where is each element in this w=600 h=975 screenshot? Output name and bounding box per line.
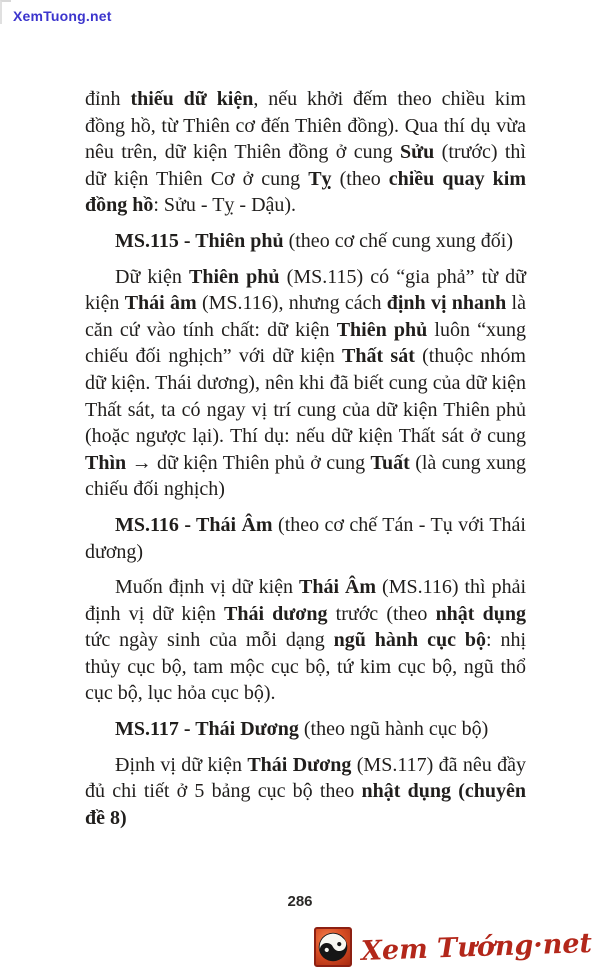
bold-text-run: thiếu dữ kiện: [130, 88, 254, 110]
bold-text-run: nhật dụng: [435, 602, 526, 625]
bold-text-run: chiều quay kim đồng hồ: [85, 167, 526, 217]
bold-text-run: Tuất: [370, 451, 410, 474]
text-run: : Sửu - Tỵ - Dậu).: [153, 194, 297, 217]
bold-text-run: ngũ hành cục bộ: [333, 629, 486, 652]
bold-text-run: Thìn: [85, 451, 127, 474]
scan-corner-artifact: [0, 0, 11, 24]
yin-yang-icon: [314, 927, 352, 967]
paragraph: [85, 86, 526, 219]
bold-text-run: Thiên phủ: [336, 318, 428, 341]
bold-text-run: nhật dụng (chuyên đề 8): [85, 780, 526, 829]
section-heading: [85, 512, 526, 565]
bold-text-run: Thái dương: [224, 602, 328, 625]
paragraph: [85, 752, 526, 832]
text-run: đỉnh: [85, 88, 131, 110]
bold-text-run: Sửu: [400, 141, 435, 164]
text-run: (MS.116) thì phải định vị dữ kiện: [85, 576, 527, 625]
bold-text-run: Tỵ: [308, 167, 332, 190]
paragraph: [85, 574, 526, 707]
site-link-header[interactable]: XemTuong.net: [13, 8, 112, 24]
text-run: (theo: [331, 167, 389, 190]
bold-text-run: MS.116 - Thái Âm: [115, 513, 279, 536]
text-run: Định vị dữ kiện: [115, 753, 248, 776]
bold-text-run: Thiên phủ: [189, 265, 280, 288]
text-run: (theo cơ chế Tán - Tụ với Thái dương): [85, 513, 526, 563]
text-run: Dữ kiện: [115, 265, 189, 288]
text-run: → dữ kiện Thiên phủ ở cung: [126, 451, 371, 474]
text-run: (MS.116), nhưng cách: [196, 292, 387, 315]
section-heading: [85, 228, 526, 255]
text-run: (theo cơ chế cung xung đối): [288, 229, 513, 252]
footer-logo-text: Xem Tướng·net: [360, 927, 593, 967]
bold-text-run: định vị nhanh: [386, 292, 507, 315]
bold-text-run: Thất sát: [342, 345, 415, 368]
text-run: Muốn định vị dữ kiện: [115, 576, 299, 599]
text-run: (MS.117) đã nêu đầy đủ chi tiết ở 5 bảng cục bộ theo: [85, 753, 526, 803]
text-run: luôn “xung chiếu đối nghịch” với dữ kiện: [85, 318, 526, 368]
section-heading: [85, 716, 526, 743]
page-body: [85, 86, 526, 840]
footer-logo[interactable]: [314, 927, 592, 967]
text-run: (là cung xung chiếu đối nghịch): [85, 451, 526, 501]
text-run: là căn cứ vào tính chất: dữ kiện: [85, 292, 526, 341]
text-run: , nếu khởi đếm theo chiều kim đồng hồ, từ Thiên cơ đến Thiên đồng). Qua thí dụ vừa nêu trên, dữ kiện Thiên đồng ở cung: [85, 88, 526, 164]
paragraph: [85, 264, 526, 503]
page-number: 286: [287, 893, 313, 910]
text-run: trước (theo: [327, 602, 436, 625]
text-run: (theo ngũ hành cục bộ): [303, 718, 489, 741]
text-run: : nhị thủy cục bộ, tam mộc cục bộ, tứ kim cục bộ, ngũ thổ cục bộ, lục hỏa cục bộ).: [85, 629, 526, 705]
text-run: tức ngày sinh của mỗi dạng: [85, 629, 334, 652]
bold-text-run: MS.117 - Thái Dương: [115, 718, 304, 741]
text-run: (trước) thì dữ kiện Thiên Cơ ở cung: [85, 141, 526, 190]
text-run: (thuộc nhóm dữ kiện. Thái dương), nên khi đã biết cung của dữ kiện Thất sát, ta có ngay vị trí cung của dữ kiện Thiên phủ (hoặc ngược lại). Thí dụ: nếu dữ kiện Thất sát ở cung: [85, 345, 526, 448]
bold-text-run: Thái Dương: [247, 753, 352, 776]
bold-text-run: Thái âm: [124, 292, 197, 315]
text-run: (MS.115) có “gia phả” từ dữ kiện: [85, 265, 527, 315]
bold-text-run: MS.115 - Thiên phủ: [115, 229, 289, 252]
bold-text-run: Thái Âm: [299, 576, 377, 599]
